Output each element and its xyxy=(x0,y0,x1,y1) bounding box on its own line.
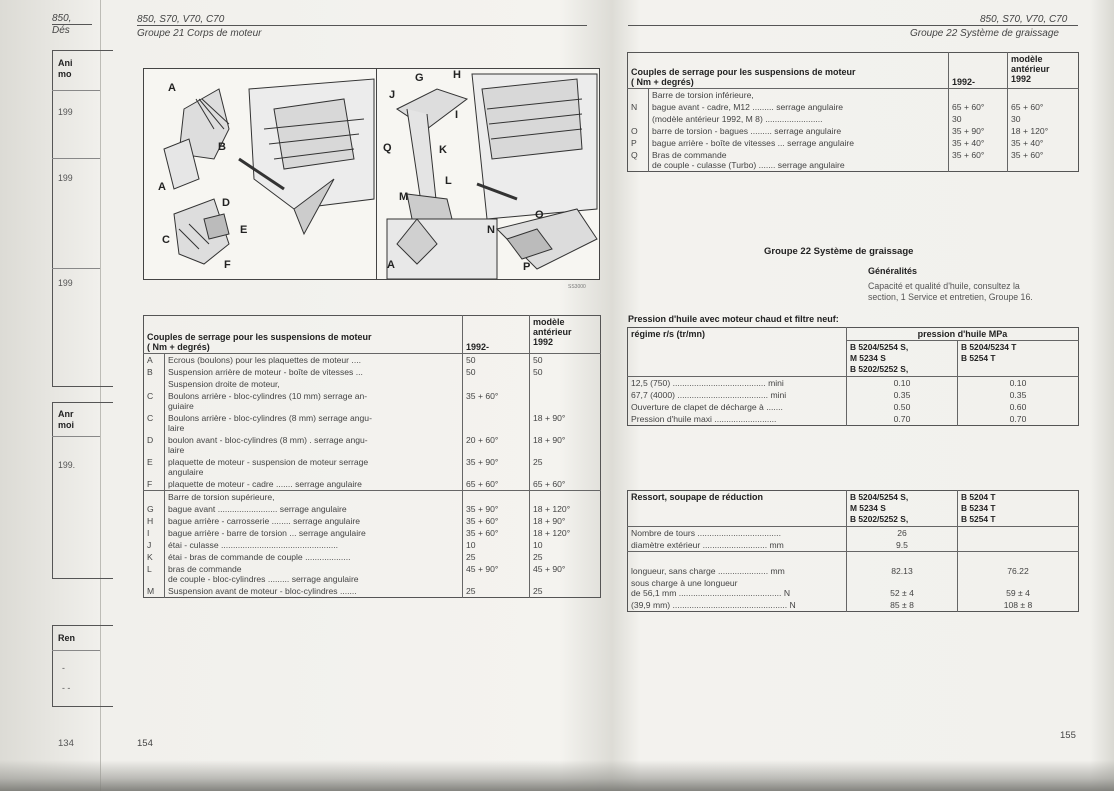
left-table-row-anterieur xyxy=(530,390,601,412)
left-table-row xyxy=(144,366,601,378)
left-table-row-key xyxy=(144,378,165,390)
right-table1-row-desc-line1: (modèle antérieur 1992, M 8) ........................ xyxy=(652,114,823,124)
left-table-row-key: F xyxy=(147,479,153,489)
right-table1-row-anterieur: 65 + 60° xyxy=(1008,101,1079,113)
pression-row-desc xyxy=(628,377,847,390)
spring-row xyxy=(628,599,1079,612)
left-table-row-1992: 50 xyxy=(463,354,530,367)
edge-box2-rule xyxy=(52,436,100,437)
left-table-row-desc-line1: bague arrière - barre de torsion ... serrage angulaire xyxy=(168,528,366,538)
spring-row-value-a: 26 xyxy=(847,527,958,540)
left-table-row-key xyxy=(144,491,165,504)
figure-engine-mounts-left xyxy=(143,68,377,280)
spring-row-value-b: 76.22 xyxy=(958,552,1079,578)
right-table1-row-1992: 65 + 60° xyxy=(949,101,1008,113)
figure-engine-mounts-right xyxy=(376,68,600,280)
left-table-row xyxy=(144,478,601,491)
spring-sub1-c: B 5202/5252 S, xyxy=(850,514,909,524)
pression-sub1-a: B 5204/5254 S, xyxy=(850,342,909,352)
figure-label-A1: A xyxy=(168,82,176,94)
spring-row xyxy=(628,577,1079,599)
left-table-row-anterieur: 65 + 60° xyxy=(530,478,601,491)
figure-label-I: I xyxy=(455,109,459,121)
right-table1-title-line1: Couples de serrage pour les suspensions de moteur xyxy=(631,67,856,77)
right-table1-row xyxy=(628,89,1079,102)
left-table-row-anterieur: 18 + 120° xyxy=(530,527,601,539)
right-table1-row-desc-line1: bague avant - cadre, M12 ......... serrage angulaire xyxy=(652,102,844,112)
right-table1-row-key: P xyxy=(631,138,637,148)
pression-row-value-a: 0.70 xyxy=(847,413,958,426)
pression-title: Pression d'huile avec moteur chaud et filtre neuf: xyxy=(628,314,839,324)
left-table-row-anterieur: 50 xyxy=(530,366,601,378)
pression-row-value-b: 0.60 xyxy=(958,401,1079,413)
pression-row-value-b: 0.10 xyxy=(958,377,1079,390)
spring-sub2-c: B 5254 T xyxy=(961,514,996,524)
spring-row-desc xyxy=(628,552,847,578)
spring-row-desc-line1: longueur, sans charge ..................... mm xyxy=(631,566,785,576)
right-table1-title-line2: ( Nm + degrés) xyxy=(631,77,694,87)
pression-row-desc xyxy=(628,389,847,401)
figure-label-F: F xyxy=(224,259,231,271)
left-table-row-desc xyxy=(165,366,463,378)
left-table-row-desc xyxy=(165,527,463,539)
left-table-row-desc xyxy=(165,478,463,491)
figure-label-O: O xyxy=(535,209,544,221)
figure-label-A3: A xyxy=(387,259,395,271)
pression-row xyxy=(628,413,1079,426)
left-table-row xyxy=(144,434,601,456)
right-table1-title xyxy=(628,53,949,89)
pression-row xyxy=(628,377,1079,390)
pression-row-desc-line1: Ouverture de clapet de décharge à ....... xyxy=(631,402,783,412)
pression-row-desc-line1: 67,7 (4000) ...................................... mini xyxy=(631,390,787,400)
left-table-row-desc xyxy=(165,354,463,367)
left-table-row xyxy=(144,585,601,598)
right-table1-row-anterieur: 35 + 60° xyxy=(1008,149,1079,172)
edge-box2-year: 199. xyxy=(58,460,76,470)
edge-box3-label: Ren xyxy=(58,633,76,643)
edge-header-bottom: Dés xyxy=(52,25,70,36)
left-table-row-1992: 65 + 60° xyxy=(463,478,530,491)
engine-mount-drawing-icon xyxy=(144,69,376,279)
left-table-row-anterieur: 25 xyxy=(530,551,601,563)
figure-label-Q: Q xyxy=(383,142,392,154)
left-col2-line2: antérieur xyxy=(533,327,572,337)
left-table-row-desc xyxy=(165,378,463,390)
edge-box2-line1: Anr xyxy=(58,409,74,419)
left-table-col-1992: 1992- xyxy=(463,316,530,354)
figure-label-B: B xyxy=(218,141,226,153)
spring-row-desc xyxy=(628,539,847,552)
right-table1-row-1992: 35 + 60° xyxy=(949,149,1008,172)
spring-row-desc-line2: de 56,1 mm ........................................... N xyxy=(631,588,791,598)
figure-label-D: D xyxy=(222,197,230,209)
left-table-row-key: K xyxy=(147,552,153,562)
right-table1-row-desc-line2: de couple - culasse (Turbo) ....... serrage angulaire xyxy=(652,160,845,170)
left-table-row-1992: 35 + 60° xyxy=(463,527,530,539)
right-table1-row-anterieur xyxy=(1008,89,1079,102)
right-torque-table xyxy=(627,52,1079,172)
pression-row-value-b: 0.70 xyxy=(958,413,1079,426)
left-table-row-anterieur: 18 + 90° xyxy=(530,412,601,434)
left-header-rule xyxy=(137,25,587,26)
left-table-row-1992: 25 xyxy=(463,551,530,563)
torque-rod-drawing-icon xyxy=(377,69,599,279)
pression-row xyxy=(628,389,1079,401)
left-table-title-line2: ( Nm + degrés) xyxy=(147,342,210,352)
left-table-col-anterieur xyxy=(530,316,601,354)
edge-box1-line1: Ani xyxy=(58,58,73,68)
right-col2-line3: 1992 xyxy=(1011,74,1032,84)
left-table-row-desc-line2: laire xyxy=(168,445,185,455)
right-table1-row-1992: 30 xyxy=(949,113,1008,125)
figure-label-H: H xyxy=(453,69,461,81)
spring-row-value-a: 82.13 xyxy=(847,552,958,578)
spring-title: Ressort, soupape de réduction xyxy=(631,492,764,502)
spring-row-desc-line1: (39,9 mm) ................................................ N xyxy=(631,600,796,610)
right-table1-row-desc-line1: Barre de torsion inférieure, xyxy=(652,90,754,100)
spring-row-value-b: 59 ± 4 xyxy=(958,577,1079,599)
left-table-row xyxy=(144,354,601,367)
right-table1-col-anterieur xyxy=(1008,53,1079,89)
figure-label-G: G xyxy=(415,72,424,84)
right-table1-row-anterieur: 18 + 120° xyxy=(1008,125,1079,137)
left-table-row xyxy=(144,515,601,527)
left-table-title xyxy=(144,316,463,354)
right-table1-row xyxy=(628,137,1079,149)
figure-code: SS3000 xyxy=(568,284,586,290)
left-table-row xyxy=(144,412,601,434)
left-table-row-desc-line1: étai - culasse ................................................. xyxy=(168,540,339,550)
left-header-title: 850, S70, V70, C70 xyxy=(137,14,225,25)
left-table-row-desc-line1: Barre de torsion supérieure, xyxy=(168,492,275,502)
edge-year-2: 199 xyxy=(58,173,73,183)
left-table-row-desc-line1: Boulons arrière - bloc-cylindres (10 mm) serrage an- xyxy=(168,391,368,401)
left-table-row-key: A xyxy=(144,354,165,367)
edge-rule-3 xyxy=(52,268,100,269)
left-table-row xyxy=(144,527,601,539)
left-table-row xyxy=(144,456,601,478)
left-table-row-desc-line2: de couple - bloc-cylindres ......... serrage angulaire xyxy=(168,574,359,584)
figure-label-K: K xyxy=(439,144,447,156)
left-table-row-desc xyxy=(165,390,463,412)
pression-row-desc-line1: 12,5 (750) ....................................... mini xyxy=(631,378,784,388)
right-table1-col-1992: 1992- xyxy=(949,53,1008,89)
spring-sub1-b: M 5234 S xyxy=(850,503,886,513)
pression-sub-1 xyxy=(847,341,958,377)
spring-row-value-b xyxy=(958,539,1079,552)
right-page-number: 155 xyxy=(1060,730,1076,741)
left-table-row-anterieur xyxy=(530,491,601,504)
edge-year-1: 199 xyxy=(58,107,73,117)
edge-box3-item-2: - - xyxy=(62,683,71,693)
edge-box3-rule xyxy=(52,650,100,651)
spring-row-desc xyxy=(628,577,847,599)
left-table-row xyxy=(144,563,601,585)
left-table-row-key: B xyxy=(147,367,153,377)
right-header-title: 850, S70, V70, C70 xyxy=(980,14,1068,25)
spring-row-desc xyxy=(628,599,847,612)
right-table1-row-desc-line1: barre de torsion - bagues ......... serrage angulaire xyxy=(652,126,842,136)
spring-row-value-a: 9.5 xyxy=(847,539,958,552)
left-table-row-1992 xyxy=(463,412,530,434)
pression-row-desc xyxy=(628,401,847,413)
left-table-row-1992 xyxy=(463,491,530,504)
left-table-row-desc-line1: Suspension arrière de moteur - boîte de vitesses ... xyxy=(168,367,363,377)
oil-pressure-table xyxy=(627,327,1079,426)
left-table-row-desc-line1: plaquette de moteur - suspension de moteur serrage xyxy=(168,457,369,467)
right-table1-row-desc xyxy=(649,101,949,113)
left-table-row-desc-line1: boulon avant - bloc-cylindres (8 mm) . serrage angu- xyxy=(168,435,368,445)
left-table-row-1992: 25 xyxy=(463,585,530,598)
right-table1-row-key: O xyxy=(631,126,638,136)
pression-sub2-b: B 5254 T xyxy=(961,353,996,363)
right-table1-row-key xyxy=(628,89,649,102)
left-table-row-1992: 20 + 60° xyxy=(463,434,530,456)
spring-row-desc-line1: sous charge à une longueur xyxy=(631,578,738,588)
edge-page-number: 134 xyxy=(58,738,74,749)
right-table1-row-1992: 35 + 40° xyxy=(949,137,1008,149)
figure-label-J: J xyxy=(389,89,396,101)
left-table-row xyxy=(144,491,601,504)
edge-box-1 xyxy=(52,50,113,387)
right-table1-row xyxy=(628,125,1079,137)
pression-sub2-a: B 5204/5234 T xyxy=(961,342,1017,352)
pression-sub1-b: M 5234 S xyxy=(850,353,886,363)
left-table-row-1992: 50 xyxy=(463,366,530,378)
edge-box1-rule xyxy=(52,90,100,91)
left-col2-line1: modèle xyxy=(533,317,565,327)
left-table-row-desc-line2: laire xyxy=(168,423,185,433)
right-table1-row-key: N xyxy=(631,102,638,112)
left-table-row xyxy=(144,551,601,563)
left-table-row-1992: 35 + 60° xyxy=(463,515,530,527)
right-table1-row-desc xyxy=(649,89,949,102)
left-table-row-desc xyxy=(165,491,463,504)
left-table-row-anterieur: 50 xyxy=(530,354,601,367)
left-table-row-desc-line2: guiaire xyxy=(168,401,194,411)
right-table1-row-desc xyxy=(649,125,949,137)
left-table-row-1992: 35 + 90° xyxy=(463,456,530,478)
pression-row-desc-line1: Pression d'huile maxi .......................... xyxy=(631,414,777,424)
section-title: Groupe 22 Système de graissage xyxy=(764,246,914,257)
right-table1-row xyxy=(628,113,1079,125)
right-col2-line2: antérieur xyxy=(1011,64,1050,74)
right-table1-row-anterieur: 35 + 40° xyxy=(1008,137,1079,149)
spring-sub2-a: B 5204 T xyxy=(961,492,996,502)
left-table-row xyxy=(144,378,601,390)
left-table-row-desc xyxy=(165,412,463,434)
left-table-row-desc-line1: étai - bras de commande de couple ................... xyxy=(168,552,351,562)
edge-header-top: 850, xyxy=(52,13,72,24)
left-table-row-anterieur: 18 + 90° xyxy=(530,434,601,456)
left-table-row-desc xyxy=(165,551,463,563)
pression-sub-blank xyxy=(628,341,847,377)
left-table-row-desc-line1: plaquette de moteur - cadre ....... serrage angulaire xyxy=(168,479,362,489)
right-table1-row-key: Q xyxy=(631,150,638,160)
spring-table xyxy=(627,490,1079,612)
right-table1-row-key xyxy=(628,113,649,125)
left-table-row-1992: 45 + 90° xyxy=(463,563,530,585)
pression-sub-2 xyxy=(958,341,1079,377)
spring-sub1-a: B 5204/5254 S, xyxy=(850,492,909,502)
edge-box3-item-1: - xyxy=(62,663,65,673)
col-regime: régime r/s (tr/mn) xyxy=(631,329,706,339)
scan-bottom-shadow xyxy=(0,760,1114,791)
left-table-row-key: C xyxy=(147,413,154,423)
spring-sub2-b: B 5234 T xyxy=(961,503,996,513)
left-table-row-desc-line2: angulaire xyxy=(168,467,204,477)
left-col2-line3: 1992 xyxy=(533,337,554,347)
pression-row-value-a: 0.10 xyxy=(847,377,958,390)
right-table1-row-desc xyxy=(649,137,949,149)
left-table-row-desc-line1: bague avant ......................... serrage angulaire xyxy=(168,504,347,514)
left-table-row-desc-line1: bras de commande xyxy=(168,564,242,574)
spring-row-value-b: 108 ± 8 xyxy=(958,599,1079,612)
figure-label-A2: A xyxy=(158,181,166,193)
left-table-row-key: M xyxy=(147,586,155,596)
right-table1-row-desc-line1: Bras de commande xyxy=(652,150,727,160)
right-table1-row-desc xyxy=(649,113,949,125)
pression-row-value-a: 0.35 xyxy=(847,389,958,401)
left-table-row xyxy=(144,503,601,515)
generalites-text-1: Capacité et qualité d'huile, consultez la xyxy=(868,281,1020,291)
left-table-row-desc xyxy=(165,434,463,456)
figure-label-N: N xyxy=(487,224,495,236)
generalites-title: Généralités xyxy=(868,266,918,276)
edge-year-3: 199 xyxy=(58,278,73,288)
spring-row-desc-line1: Nombre de tours ................................... xyxy=(631,528,781,538)
left-table-row-desc xyxy=(165,539,463,551)
figure-label-L: L xyxy=(445,175,452,187)
left-table-row-anterieur xyxy=(530,378,601,390)
pression-sub1-c: B 5202/5252 S, xyxy=(850,364,909,374)
left-table-row xyxy=(144,539,601,551)
right-table1-row-1992: 35 + 90° xyxy=(949,125,1008,137)
left-table-row-anterieur: 18 + 90° xyxy=(530,515,601,527)
left-table-row-key: H xyxy=(147,516,154,526)
spring-row xyxy=(628,527,1079,540)
left-table-row-key: J xyxy=(147,540,152,550)
figure-label-M: M xyxy=(399,191,409,203)
left-table-row-1992: 10 xyxy=(463,539,530,551)
left-table-row-desc-line1: Boulons arrière - bloc-cylindres (8 mm) serrage angu- xyxy=(168,413,372,423)
right-table1-row-anterieur: 30 xyxy=(1008,113,1079,125)
left-table-row-anterieur: 25 xyxy=(530,585,601,598)
left-table-row-anterieur: 18 + 120° xyxy=(530,503,601,515)
spring-row xyxy=(628,552,1079,578)
left-page-number: 154 xyxy=(137,738,153,749)
pression-row-value-b: 0.35 xyxy=(958,389,1079,401)
right-col2-line1: modèle xyxy=(1011,54,1043,64)
right-header-subtitle: Groupe 22 Système de graissage xyxy=(910,28,1059,39)
figure-label-E: E xyxy=(240,224,248,236)
spring-row xyxy=(628,539,1079,552)
left-table-row-key: C xyxy=(147,391,154,401)
left-table-row xyxy=(144,390,601,412)
left-table-title-line1: Couples de serrage pour les suspensions de moteur xyxy=(147,332,372,342)
right-header-rule xyxy=(628,25,1078,26)
right-table1-row-1992 xyxy=(949,89,1008,102)
left-table-row-anterieur: 10 xyxy=(530,539,601,551)
right-table1-row-desc xyxy=(649,149,949,172)
figure-label-C: C xyxy=(162,234,170,246)
right-table1-row xyxy=(628,101,1079,113)
generalites-text-2: section, 1 Service et entretien, Groupe 16. xyxy=(868,292,1033,302)
left-table-row-1992 xyxy=(463,378,530,390)
spring-row-value-b xyxy=(958,527,1079,540)
spring-sub-2 xyxy=(958,491,1079,527)
edge-header-rule xyxy=(52,24,92,25)
left-table-row-desc xyxy=(165,456,463,478)
pression-row-desc xyxy=(628,413,847,426)
edge-box1-line2: mo xyxy=(58,69,72,79)
spring-sub-1 xyxy=(847,491,958,527)
left-table-row-key: G xyxy=(147,504,154,514)
col-pression: pression d'huile MPa xyxy=(847,328,1079,341)
pression-row xyxy=(628,401,1079,413)
left-table-row-key: L xyxy=(147,564,152,574)
left-table-row-key: D xyxy=(147,435,154,445)
left-table-row-1992: 35 + 90° xyxy=(463,503,530,515)
spring-row-value-a: 85 ± 8 xyxy=(847,599,958,612)
edge-box2-line2: moi xyxy=(58,420,75,430)
left-table-row-desc xyxy=(165,515,463,527)
right-table1-row xyxy=(628,149,1079,172)
left-table-row-desc-line1: Suspension droite de moteur, xyxy=(168,379,280,389)
figure-label-P: P xyxy=(523,261,531,273)
left-torque-table xyxy=(143,315,601,598)
pression-row-value-a: 0.50 xyxy=(847,401,958,413)
left-table-row-anterieur: 45 + 90° xyxy=(530,563,601,585)
left-table-row-key: E xyxy=(147,457,153,467)
left-table-row-desc-line1: Suspension avant de moteur - bloc-cylindres ....... xyxy=(168,586,357,596)
left-table-row-anterieur: 25 xyxy=(530,456,601,478)
spring-row-desc-line1: diamètre extérieur ........................... mm xyxy=(631,540,784,550)
left-header-subtitle: Groupe 21 Corps de moteur xyxy=(137,28,262,39)
left-table-row-desc-line1: Ecrous (boulons) pour les plaquettes de moteur .... xyxy=(168,355,361,365)
right-table1-row-desc-line1: bague arrière - boîte de vitesses ... serrage angulaire xyxy=(652,138,855,148)
spring-row-desc xyxy=(628,527,847,540)
spring-row-value-a: 52 ± 4 xyxy=(847,577,958,599)
left-table-row-desc xyxy=(165,563,463,585)
left-table-row-desc xyxy=(165,585,463,598)
left-table-row-desc xyxy=(165,503,463,515)
left-table-row-desc-line1: bague arrière - carrosserie ........ serrage angulaire xyxy=(168,516,361,526)
left-table-row-1992: 35 + 60° xyxy=(463,390,530,412)
edge-rule-2 xyxy=(52,158,100,159)
left-table-row-key: I xyxy=(147,528,150,538)
